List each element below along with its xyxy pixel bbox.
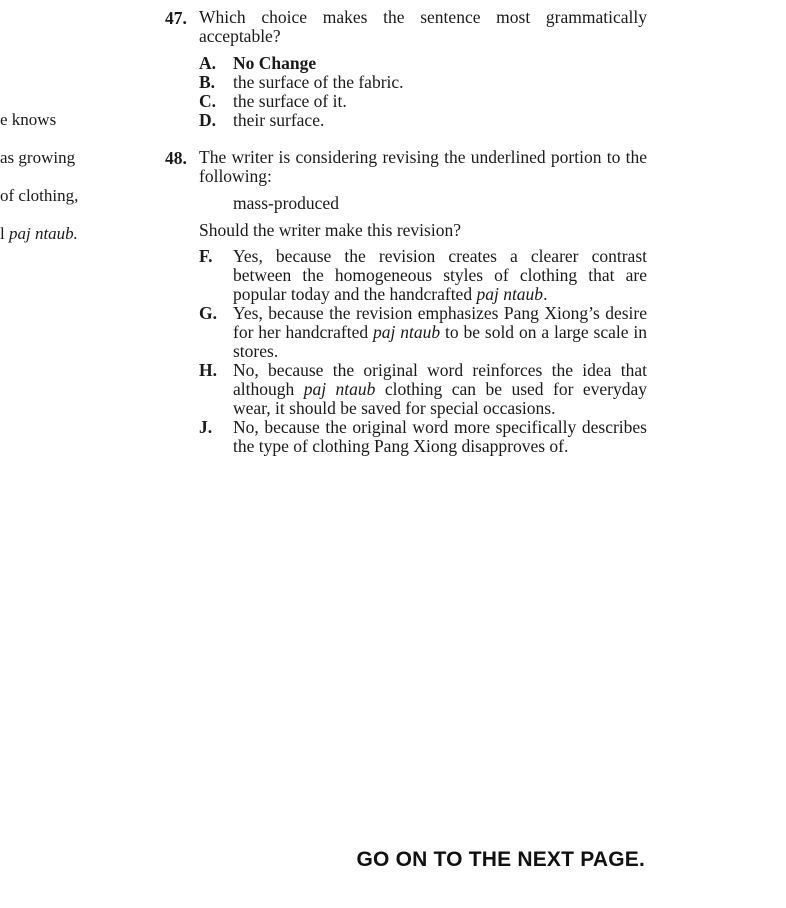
option-letter: C. xyxy=(199,91,217,111)
option-letter: A. xyxy=(199,53,217,73)
answer-options xyxy=(199,54,647,130)
question-number: 48. xyxy=(165,148,187,168)
option-letter: J. xyxy=(199,417,213,437)
answer-option-j[interactable] xyxy=(199,418,647,456)
revision-text: mass-produced xyxy=(233,193,339,213)
option-text-part: Yes, because the revision creates a clearer contrast between the homogeneous styles of clothing that are popular today and the handcrafted xyxy=(233,246,647,304)
option-letter: D. xyxy=(199,110,217,130)
question-47 xyxy=(165,8,647,130)
option-text: the surface of it. xyxy=(233,91,347,111)
answer-option-a[interactable] xyxy=(199,54,647,73)
option-text-part: Yes, because the revision emphasizes Pang Xiong’s desire for her handcrafted xyxy=(233,303,647,342)
fragment-text: e knows xyxy=(0,110,57,129)
questions-column xyxy=(165,8,647,456)
fragment-text: as growing xyxy=(0,148,76,167)
fragment-italic: paj ntaub. xyxy=(8,224,78,243)
passage-fragments xyxy=(0,0,110,260)
option-text-part: to be sold on a large scale in stores. xyxy=(233,322,647,361)
answer-option-b[interactable] xyxy=(199,73,647,92)
option-letter: B. xyxy=(199,72,216,92)
option-text xyxy=(233,304,647,361)
passage-fragment-1 xyxy=(0,110,56,130)
option-text-italic: paj ntaub xyxy=(303,379,376,399)
question-number: 47. xyxy=(165,8,187,28)
option-text: the surface of the fabric. xyxy=(233,72,404,92)
answer-option-f[interactable] xyxy=(199,247,647,304)
option-text-part: . xyxy=(543,284,548,304)
question-prompt: Which choice makes the sentence most grammatically acceptable? xyxy=(199,7,647,46)
answer-option-h[interactable] xyxy=(199,361,647,418)
option-text-part: No, because the original word more specifically describes the type of clothing Pang Xiong disapproves of. xyxy=(233,417,647,456)
option-text: their surface. xyxy=(233,110,325,130)
passage-fragment-4 xyxy=(0,224,78,244)
answer-options xyxy=(199,247,647,456)
option-text: No Change xyxy=(233,53,317,73)
question-prompt: The writer is considering revising the underlined portion to the following: xyxy=(199,147,647,186)
option-text-part: No, because the original word reinforces the idea that although xyxy=(233,360,647,399)
option-text-italic: paj ntaub xyxy=(373,322,441,342)
option-text-part: clothing can be used for everyday wear, it should be saved for special occasions. xyxy=(233,379,647,418)
passage-fragment-2 xyxy=(0,148,75,168)
question-48 xyxy=(165,148,647,456)
fragment-text: of clothing, xyxy=(0,186,79,205)
option-letter: H. xyxy=(199,360,217,380)
revision-question: Should the writer make this revision? xyxy=(199,220,461,240)
option-text xyxy=(233,418,647,456)
option-text xyxy=(233,361,647,418)
option-text-italic: paj ntaub xyxy=(476,284,544,304)
next-page-footer: GO ON TO THE NEXT PAGE. xyxy=(356,848,645,871)
option-letter: G. xyxy=(199,303,217,323)
fragment-text: l xyxy=(0,224,9,243)
passage-fragment-3 xyxy=(0,186,78,206)
option-letter: F. xyxy=(199,246,213,266)
option-text xyxy=(233,247,647,304)
answer-option-g[interactable] xyxy=(199,304,647,361)
answer-option-d[interactable] xyxy=(199,111,647,130)
answer-option-c[interactable] xyxy=(199,92,647,111)
